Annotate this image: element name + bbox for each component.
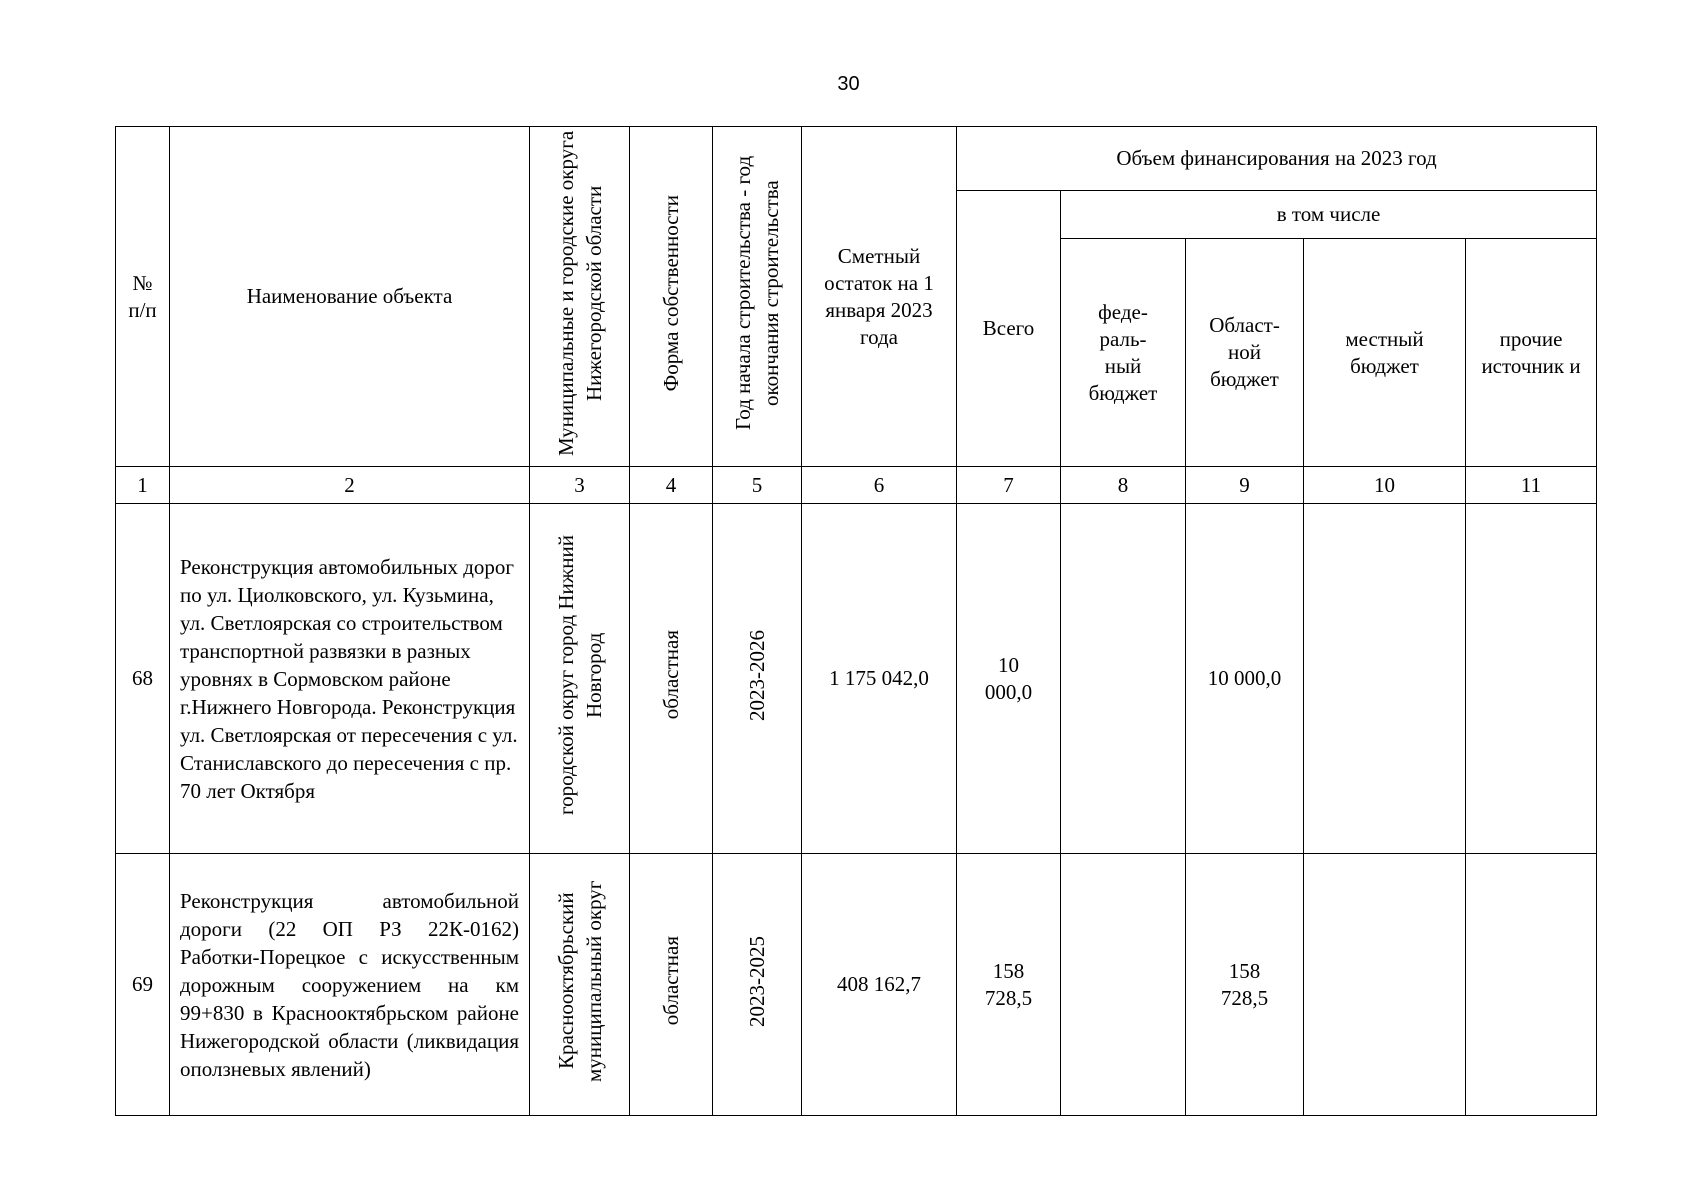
years: 2023-2025 — [713, 854, 802, 1116]
page-number: 30 — [837, 73, 860, 95]
regional-budget: 10 000,0 — [1186, 504, 1304, 854]
local-budget — [1304, 854, 1466, 1116]
ownership: областная — [630, 854, 713, 1116]
column-number: 7 — [957, 467, 1061, 504]
header-including: в том числе — [1061, 191, 1597, 239]
header-municipality: Муниципальные и городские округа Нижегородской области — [530, 127, 630, 467]
header-financing-group: Объем финансирования на 2023 год — [957, 127, 1597, 191]
ownership: областная — [630, 504, 713, 854]
municipality: городской округ город Нижний Новгород — [530, 504, 630, 854]
table-row — [116, 854, 1597, 1116]
object-name: Реконструкция автомобильной дороги (22 ОП РЗ 22К-0162) Работки-Порецкое с искусственным дорожным сооружением на км 99+830 в Краснооктябрьском районе Нижегородской области (ликвидация оползневых явлений) — [170, 854, 530, 1116]
column-number: 4 — [630, 467, 713, 504]
column-number: 8 — [1061, 467, 1186, 504]
years: 2023-2026 — [713, 504, 802, 854]
column-number: 1 — [116, 467, 170, 504]
header-object-name: Наименование объекта — [170, 127, 530, 467]
object-name: Реконструкция автомобильных дорог по ул. Циолковского, ул. Кузьмина, ул. Светлоярская со строительством транспортной развязки в разных уровнях в Сормовском районе г.Нижнего Новгорода. Реконструкция ул. Светлоярская от пересечения с ул. Станиславского до пересечения с пр. 70 лет Октября — [170, 504, 530, 854]
header-total: Всего — [957, 191, 1061, 467]
header-regional: Област-ной бюджет — [1186, 239, 1304, 467]
total: 158 728,5 — [957, 854, 1061, 1116]
column-number: 3 — [530, 467, 630, 504]
column-number: 9 — [1186, 467, 1304, 504]
balance: 408 162,7 — [802, 854, 957, 1116]
column-number: 10 — [1304, 467, 1466, 504]
total: 10 000,0 — [957, 504, 1061, 854]
header-balance: Сметный остаток на 1 января 2023 года — [802, 127, 957, 467]
federal-budget — [1061, 504, 1186, 854]
other-sources — [1466, 854, 1597, 1116]
column-number: 5 — [713, 467, 802, 504]
header-years: Год начала строительства - год окончания строительства — [713, 127, 802, 467]
column-numbers-row — [116, 467, 1597, 504]
balance: 1 175 042,0 — [802, 504, 957, 854]
municipality: Краснооктябрьский муниципальный округ — [530, 854, 630, 1116]
table-row — [116, 504, 1597, 854]
column-number: 6 — [802, 467, 957, 504]
column-number: 11 — [1466, 467, 1597, 504]
other-sources — [1466, 504, 1597, 854]
row-number: 69 — [116, 854, 170, 1116]
row-number: 68 — [116, 504, 170, 854]
local-budget — [1304, 504, 1466, 854]
header-other: прочие источник и — [1466, 239, 1597, 467]
header-number: № п/п — [116, 127, 170, 467]
financing-table — [115, 126, 1597, 1116]
column-number: 2 — [170, 467, 530, 504]
header-local: местный бюджет — [1304, 239, 1466, 467]
header-federal: феде-раль-ный бюджет — [1061, 239, 1186, 467]
header-ownership: Форма собственности — [630, 127, 713, 467]
federal-budget — [1061, 854, 1186, 1116]
regional-budget: 158 728,5 — [1186, 854, 1304, 1116]
